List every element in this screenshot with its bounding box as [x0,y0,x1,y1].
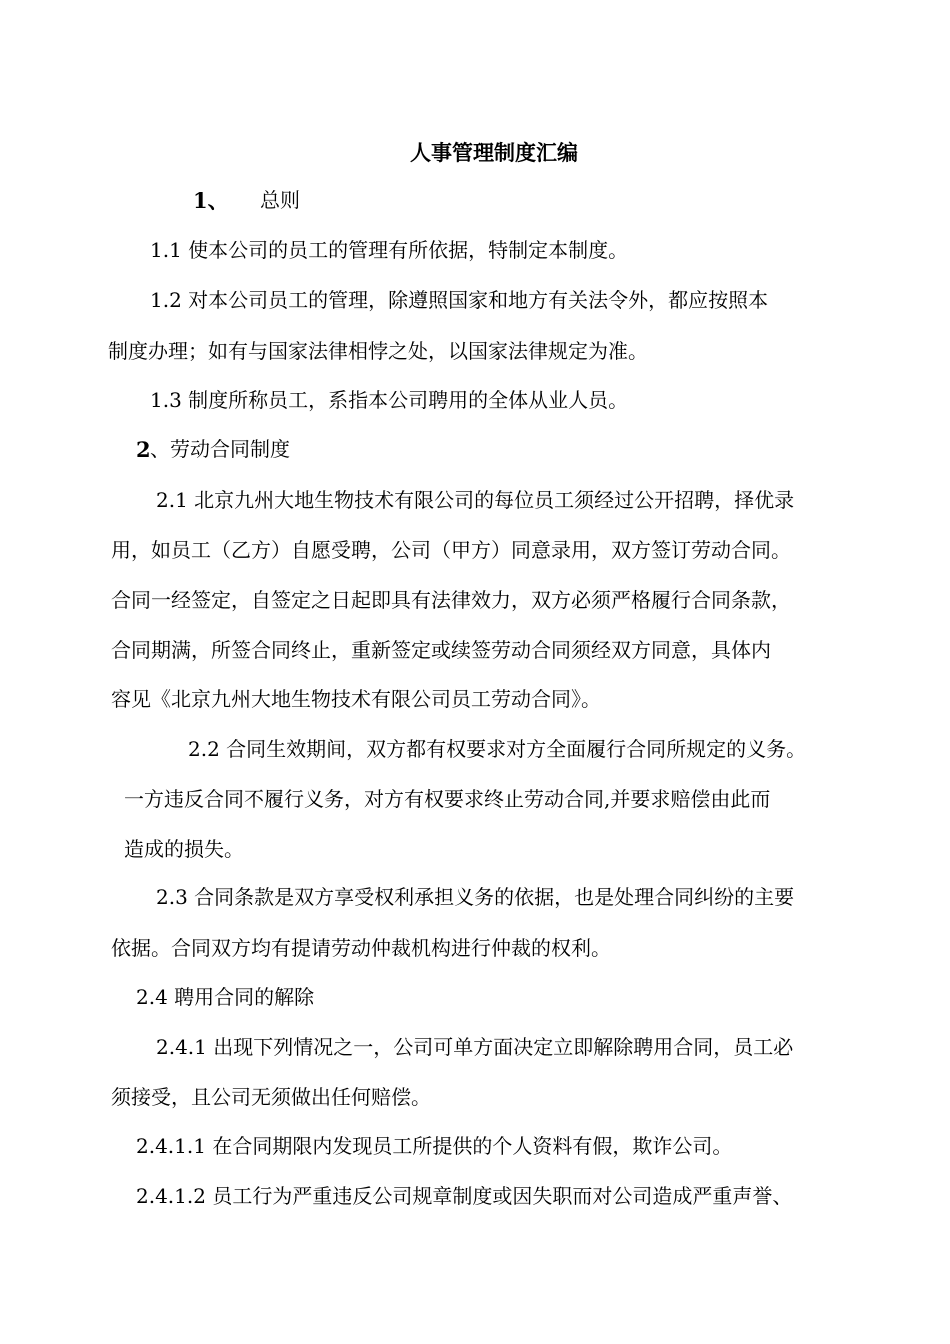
section-2-number: 2 [136,437,151,462]
paragraph-2-1-line-2: 用，如员工（乙方）自愿受聘，公司（甲方）同意录用，双方签订劳动合同。 [111,538,791,562]
paragraph-2-4-1-line-1: 2.4.1 出现下列情况之一，公司可单方面决定立即解除聘用合同，员工必 [156,1035,794,1059]
paragraph-2-2-line-1: 2.2 合同生效期间，双方都有权要求对方全面履行合同所规定的义务。 [188,737,807,761]
section-1-heading: 总则 [260,188,300,212]
paragraph-1-1: 1.1 使本公司的员工的管理有所依据，特制定本制度。 [150,238,629,262]
paragraph-2-4-1-2: 2.4.1.2 员工行为严重违反公司规章制度或因失职而对公司造成严重声誉、 [136,1184,793,1208]
paragraph-2-1-line-1: 2.1 北京九州大地生物技术有限公司的每位员工须经过公开招聘，择优录 [156,488,795,512]
paragraph-1-2-line-1: 1.2 对本公司员工的管理，除遵照国家和地方有关法令外，都应按照本 [150,288,769,312]
paragraph-2-2-line-3: 造成的损失。 [124,837,244,861]
paragraph-1-3: 1.3 制度所称员工，系指本公司聘用的全体从业人员。 [150,388,629,412]
paragraph-2-2-line-2: 一方违反合同不履行义务，对方有权要求终止劳动合同,并要求赔偿由此而 [124,787,771,811]
paragraph-2-4-1-1: 2.4.1.1 在合同期限内发现员工所提供的个人资料有假，欺诈公司。 [136,1134,733,1158]
paragraph-1-2-line-2: 制度办理；如有与国家法律相悖之处，以国家法律规定为准。 [108,339,648,363]
paragraph-2-1-line-4: 合同期满，所签合同终止，重新签定或续签劳动合同须经双方同意，具体内 [111,638,771,662]
paragraph-2-4: 2.4 聘用合同的解除 [136,985,315,1009]
paragraph-2-1-line-5: 容见《北京九州大地生物技术有限公司员工劳动合同》。 [111,687,601,711]
paragraph-2-1-line-3: 合同一经签定，自签定之日起即具有法律效力，双方必须严格履行合同条款， [111,588,791,612]
paragraph-2-3-line-1: 2.3 合同条款是双方享受权利承担义务的依据，也是处理合同纠纷的主要 [156,885,795,909]
document-title: 人事管理制度汇编 [410,140,578,165]
section-2-heading: 、劳动合同制度 [150,437,290,461]
paragraph-2-3-line-2: 依据。合同双方均有提请劳动仲裁机构进行仲裁的权利。 [111,936,611,960]
paragraph-2-4-1-line-2: 须接受，且公司无须做出任何赔偿。 [111,1085,431,1109]
section-1-number: 1、 [193,188,229,213]
